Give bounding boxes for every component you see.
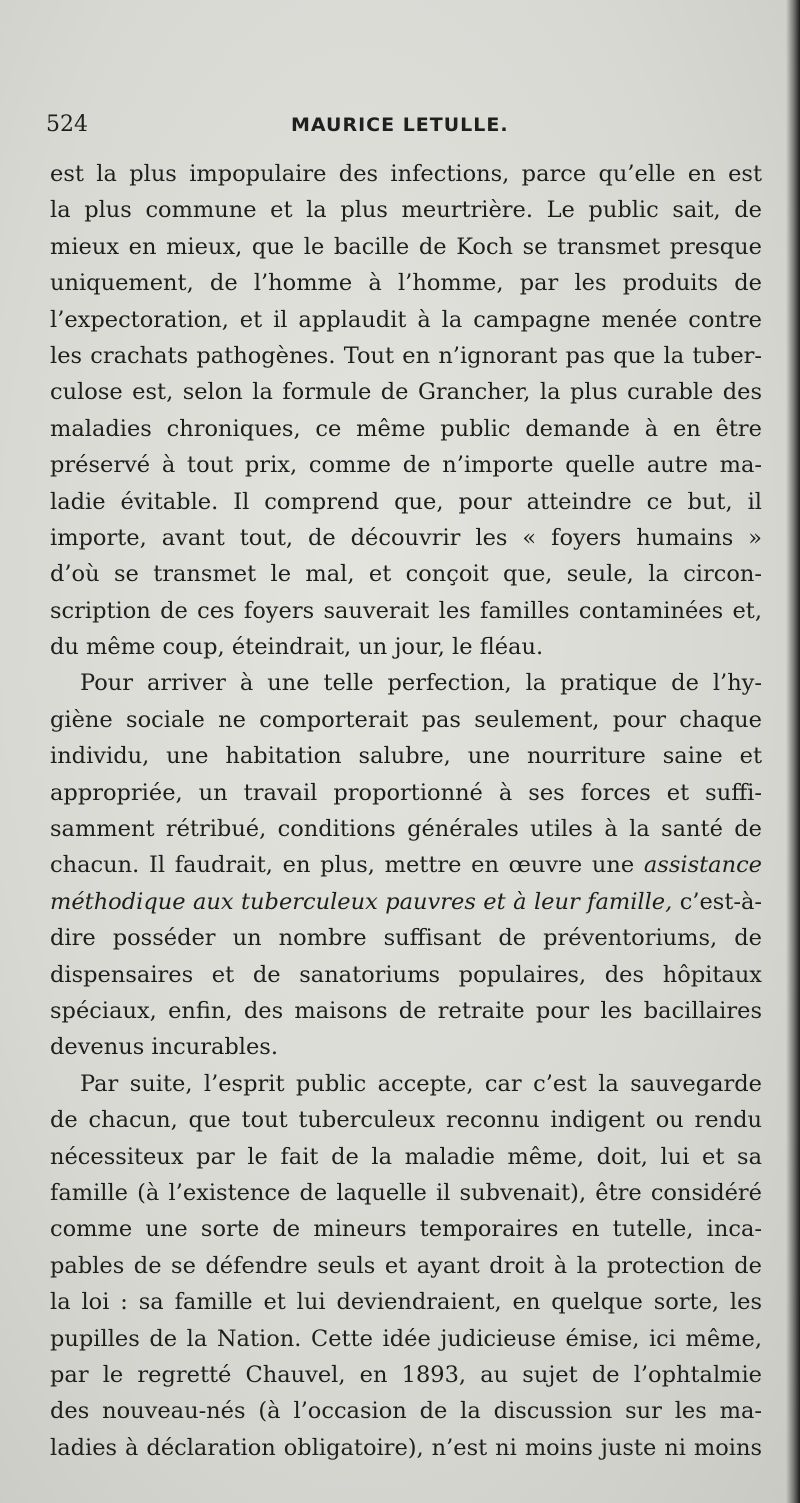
page-spine-shadow bbox=[786, 0, 800, 1503]
text-line: giène sociale ne comporterait pas seulement, pour chaque bbox=[50, 706, 762, 733]
text-line: comme une sorte de mineurs temporaires en tutelle, inca- bbox=[50, 1216, 762, 1243]
text-line: d’où se transmet le mal, et conçoit que, seule, la circon- bbox=[50, 561, 762, 588]
text-line: la loi : sa famille et lui deviendraient, en quelque sorte, les bbox=[50, 1289, 762, 1316]
text-line: culose est, selon la formule de Grancher, la plus curable des bbox=[50, 379, 762, 406]
text-line: nécessiteux par le fait de la maladie même, doit, lui et sa bbox=[50, 1143, 762, 1170]
text-line bbox=[50, 847, 762, 883]
text-line: pables de se défendre seuls et ayant droit à la protection de bbox=[50, 1252, 762, 1279]
text-line: de chacun, que tout tuberculeux reconnu indigent ou rendu bbox=[50, 1107, 762, 1134]
text-line: la plus commune et la plus meurtrière. Le public sait, de bbox=[50, 197, 762, 224]
page-header bbox=[46, 112, 756, 146]
text-line: devenus incurables. bbox=[50, 1034, 278, 1061]
text-line: uniquement, de l’homme à l’homme, par les produits de bbox=[50, 270, 762, 297]
text-line: ladies à déclaration obligatoire), n’est ni moins juste ni moins bbox=[50, 1434, 762, 1461]
text-line: samment rétribué, conditions générales utiles à la santé de bbox=[50, 816, 762, 843]
running-head: MAURICE LETULLE. bbox=[291, 114, 509, 136]
body-text bbox=[50, 156, 762, 1466]
text-segment: chacun. Il faudrait, en plus, mettre en œuvre une bbox=[50, 852, 635, 879]
text-line: famille (à l’existence de laquelle il subvenait), être considéré bbox=[50, 1179, 762, 1206]
text-line: est la plus impopulaire des infections, parce qu’elle en est bbox=[50, 161, 762, 187]
text-line: scription de ces foyers sauverait les familles contaminées et, bbox=[50, 597, 762, 624]
text-line bbox=[50, 884, 762, 920]
text-line: appropriée, un travail proportionné à ses forces et suffi- bbox=[50, 779, 762, 806]
italic-segment: assistance bbox=[643, 852, 762, 879]
text-line: les crachats pathogènes. Tout en n’ignorant pas que la tuber- bbox=[50, 342, 762, 369]
text-line: préservé à tout prix, comme de n’importe quelle autre ma- bbox=[50, 452, 762, 479]
text-segment: c’est-à- bbox=[679, 888, 762, 915]
text-line: du même coup, éteindrait, un jour, le fléau. bbox=[50, 634, 544, 661]
page-number: 524 bbox=[46, 112, 88, 137]
text-line: l’expectoration, et il applaudit à la campagne menée contre bbox=[50, 306, 762, 333]
text-line: importe, avant tout, de découvrir les « foyers humains » bbox=[50, 524, 762, 551]
text-line: pupilles de la Nation. Cette idée judicieuse émise, ici même, bbox=[50, 1325, 762, 1352]
text-line: maladies chroniques, ce même public demande à en être bbox=[50, 415, 762, 442]
italic-segment: méthodique aux tuberculeux pauvres et à leur famille, bbox=[50, 888, 673, 915]
text-line: Pour arriver à une telle perfection, la pratique de l’hy- bbox=[80, 670, 762, 697]
text-line: dire posséder un nombre suffisant de préventoriums, de bbox=[50, 925, 762, 952]
text-line: des nouveau-nés (à l’occasion de la discussion sur les ma- bbox=[50, 1398, 762, 1425]
text-line: dispensaires et de sanatoriums populaires, des hôpitaux bbox=[50, 961, 762, 988]
text-line: spéciaux, enfin, des maisons de retraite pour les bacillaires bbox=[50, 997, 762, 1024]
text-line: mieux en mieux, que le bacille de Koch se transmet presque bbox=[50, 233, 762, 260]
text-line: individu, une habitation salubre, une nourriture saine et bbox=[50, 743, 762, 770]
text-line: ladie évitable. Il comprend que, pour atteindre ce but, il bbox=[50, 488, 762, 515]
text-line: par le regretté Chauvel, en 1893, au sujet de l’ophtalmie bbox=[50, 1361, 762, 1388]
text-line: Par suite, l’esprit public accepte, car c’est la sauvegarde bbox=[80, 1070, 762, 1097]
